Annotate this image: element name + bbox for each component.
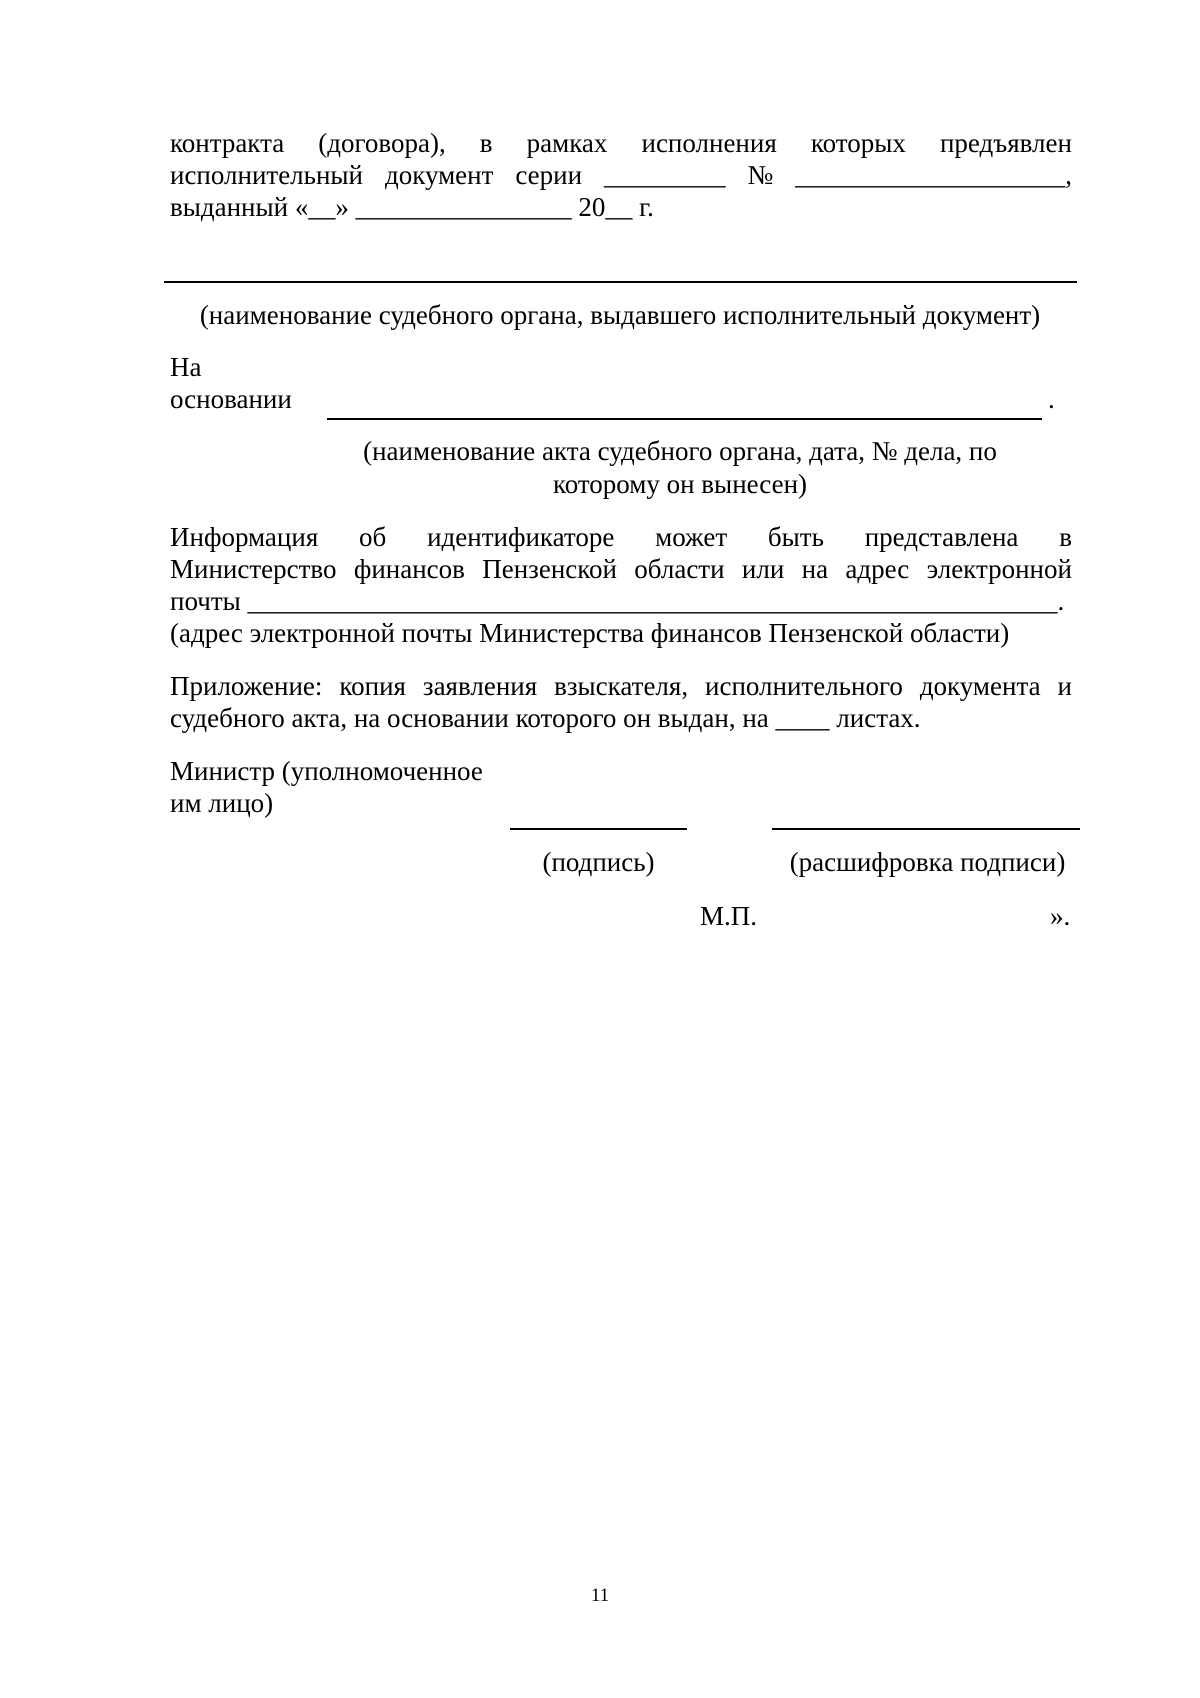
signatory-title-1: Министр (уполномоченное	[170, 756, 483, 786]
signatory-title-2: им лицо)	[170, 788, 274, 818]
word: области	[634, 554, 725, 584]
basis-caption-1: (наименование акта судебного органа, дата, № дела, по	[363, 436, 997, 466]
word: представлена	[864, 522, 1019, 552]
word: документ	[384, 160, 494, 190]
signature-decode-line	[772, 828, 1080, 830]
word: взыскателя,	[554, 671, 689, 701]
info-line-1	[170, 524, 1072, 551]
word: Приложение:	[170, 671, 323, 701]
contract-line-2	[170, 162, 1072, 189]
closing-quote: ».	[1050, 901, 1071, 931]
word: которых	[810, 128, 906, 158]
word: и	[1057, 671, 1072, 701]
word: об	[359, 522, 387, 552]
word: №	[747, 160, 774, 190]
page-number: 11	[590, 1585, 610, 1606]
basis-label-1: На	[170, 352, 202, 382]
contract-line-3: выданный «__» ________________ 20__ г.	[170, 192, 654, 222]
word: Министерство	[170, 554, 337, 584]
word: электронной	[926, 554, 1072, 584]
word: ____________________,	[795, 160, 1072, 190]
word: финансов	[353, 554, 465, 584]
attachment-line-2: судебного акта, на основании которого он выдан, на ____ листах.	[170, 703, 921, 733]
word: исполнительный	[170, 160, 364, 190]
basis-caption-2: которому он вынесен)	[552, 469, 808, 499]
word: документа	[919, 671, 1041, 701]
word: Информация	[170, 522, 319, 552]
word: рамках	[526, 128, 608, 158]
word: контракта	[170, 128, 285, 158]
contract-line-1	[170, 130, 1072, 157]
court-name-line	[164, 281, 1077, 283]
court-caption: (наименование судебного органа, выдавшего исполнительный документ)	[199, 300, 1041, 330]
info-line-2	[170, 556, 1072, 583]
basis-end-mark: .	[1048, 384, 1055, 414]
word: Пензенской	[482, 554, 617, 584]
attachment-line-1	[170, 673, 1072, 700]
word: адрес	[845, 554, 910, 584]
word: исполнения	[641, 128, 777, 158]
basis-label-2: основании	[170, 384, 292, 414]
word: серии	[515, 160, 583, 190]
word: на	[801, 554, 829, 584]
word: заявления	[422, 671, 538, 701]
word: в	[1059, 522, 1072, 552]
signature-decode-caption: (расшифровка подписи)	[789, 847, 1066, 877]
info-line-3: почты ____________________________________________________________.	[170, 586, 1065, 616]
signature-caption: (подпись)	[542, 847, 655, 877]
word: идентификаторе	[427, 522, 615, 552]
stamp-mark: М.П.	[700, 901, 758, 931]
info-caption: (адрес электронной почты Министерства финансов Пензенской области)	[170, 618, 1010, 648]
word: может	[655, 522, 728, 552]
word: предъявлен	[939, 128, 1072, 158]
word: копия	[339, 671, 406, 701]
word: в	[479, 128, 493, 158]
word: (договора),	[318, 128, 446, 158]
basis-line	[327, 418, 1042, 420]
word: или	[741, 554, 785, 584]
word: _________	[604, 160, 726, 190]
word: быть	[767, 522, 824, 552]
word: исполнительного	[705, 671, 903, 701]
signature-line	[510, 828, 687, 830]
